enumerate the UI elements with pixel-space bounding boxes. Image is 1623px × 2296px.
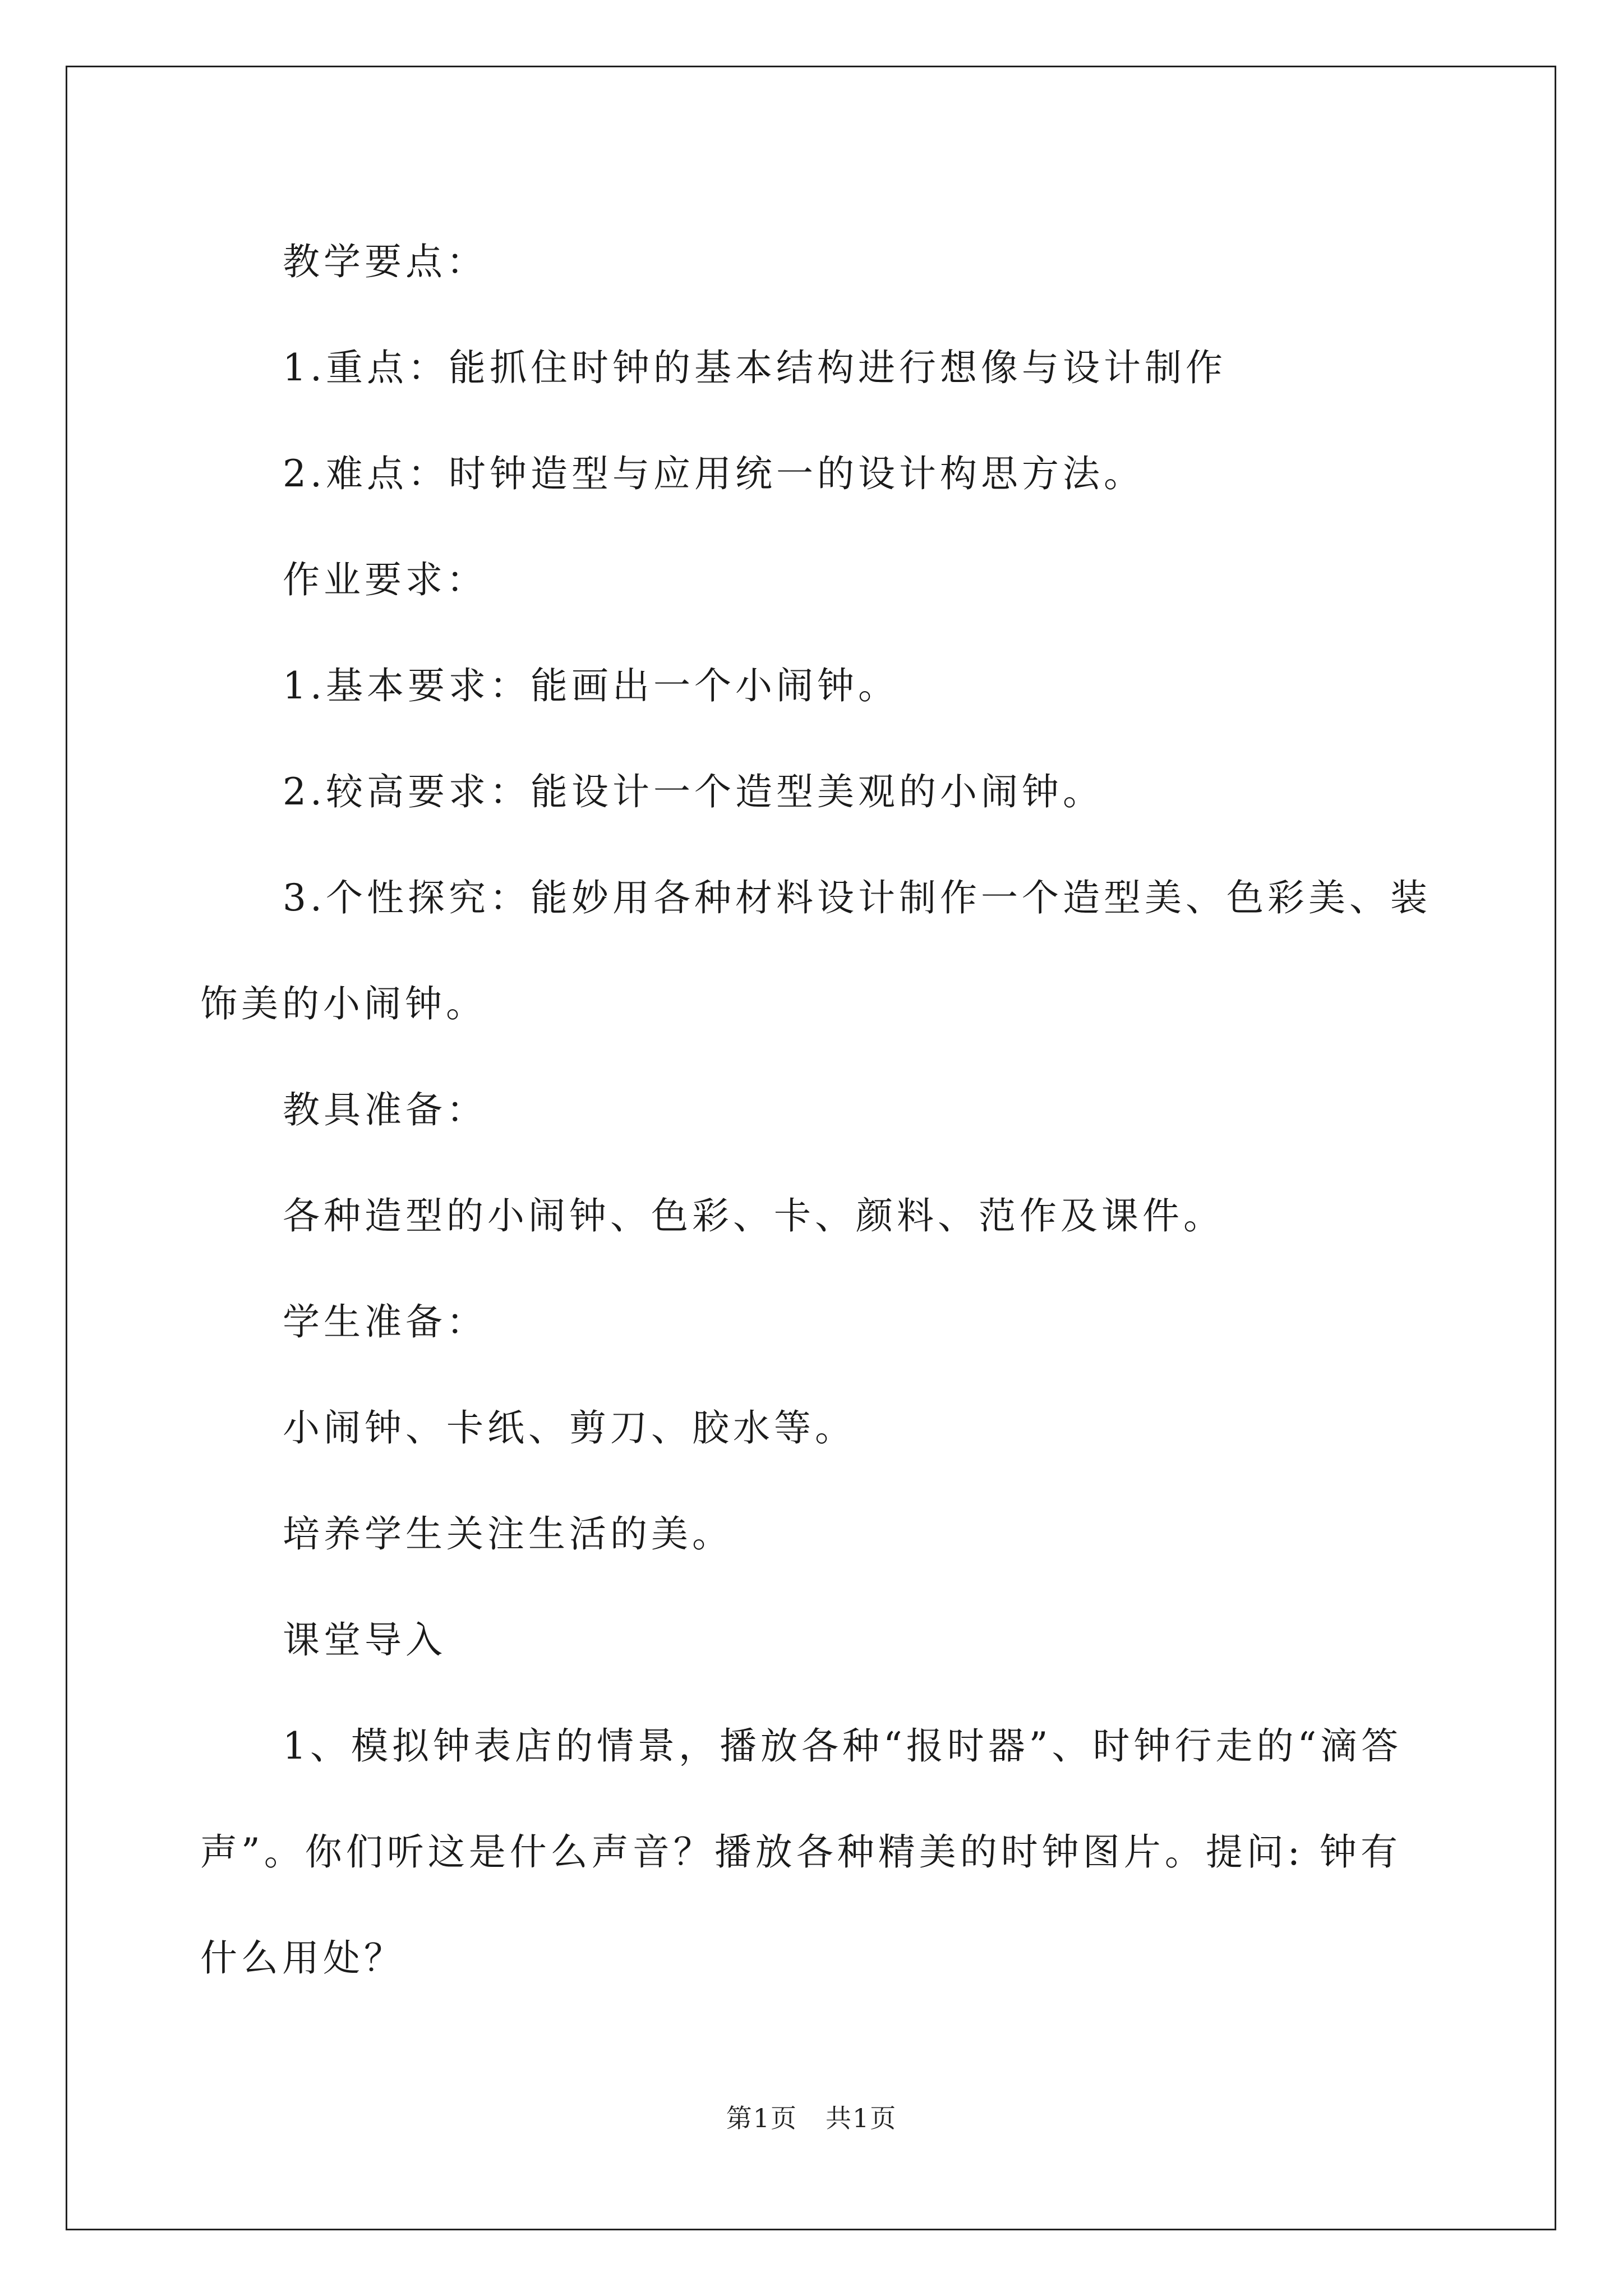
paragraph: 教具准备：	[283, 1088, 487, 1131]
paragraph: 作业要求：	[283, 558, 487, 601]
paragraph: 各种造型的小闹钟、色彩、卡、颜料、范作及课件。	[283, 1194, 1224, 1237]
paragraph: 2.较高要求：能设计一个造型美观的小闹钟。	[283, 770, 1104, 813]
page-footer	[0, 2098, 1623, 2135]
page-total: 共1页	[826, 2103, 897, 2133]
paragraph: 3.个性探究：能妙用各种材料设计制作一个造型美、色彩美、装饰美的小闹钟。	[200, 876, 1431, 1025]
document-body	[200, 209, 1434, 2011]
page-number: 第1页	[726, 2103, 797, 2133]
paragraph: 课堂导入	[283, 1618, 446, 1662]
paragraph: 1、模拟钟表店的情景，播放各种“报时器”、时钟行走的“滴答声”。你们听这是什么声音？播放各种精美的时钟图片。提问: 钟有什么用处？	[200, 1724, 1403, 1980]
paragraph: 学生准备：	[283, 1300, 487, 1343]
paragraph: 教学要点：	[283, 240, 487, 283]
paragraph: 1.基本要求：能画出一个小闹钟。	[283, 664, 899, 707]
paragraph: 培养学生关注生活的美。	[283, 1512, 733, 1556]
paragraph: 2.难点：时钟造型与应用统一的设计构思方法。	[283, 452, 1145, 495]
paragraph: 1.重点：能抓住时钟的基本结构进行想像与设计制作	[283, 346, 1227, 389]
paragraph: 小闹钟、卡纸、剪刀、胶水等。	[283, 1406, 856, 1450]
